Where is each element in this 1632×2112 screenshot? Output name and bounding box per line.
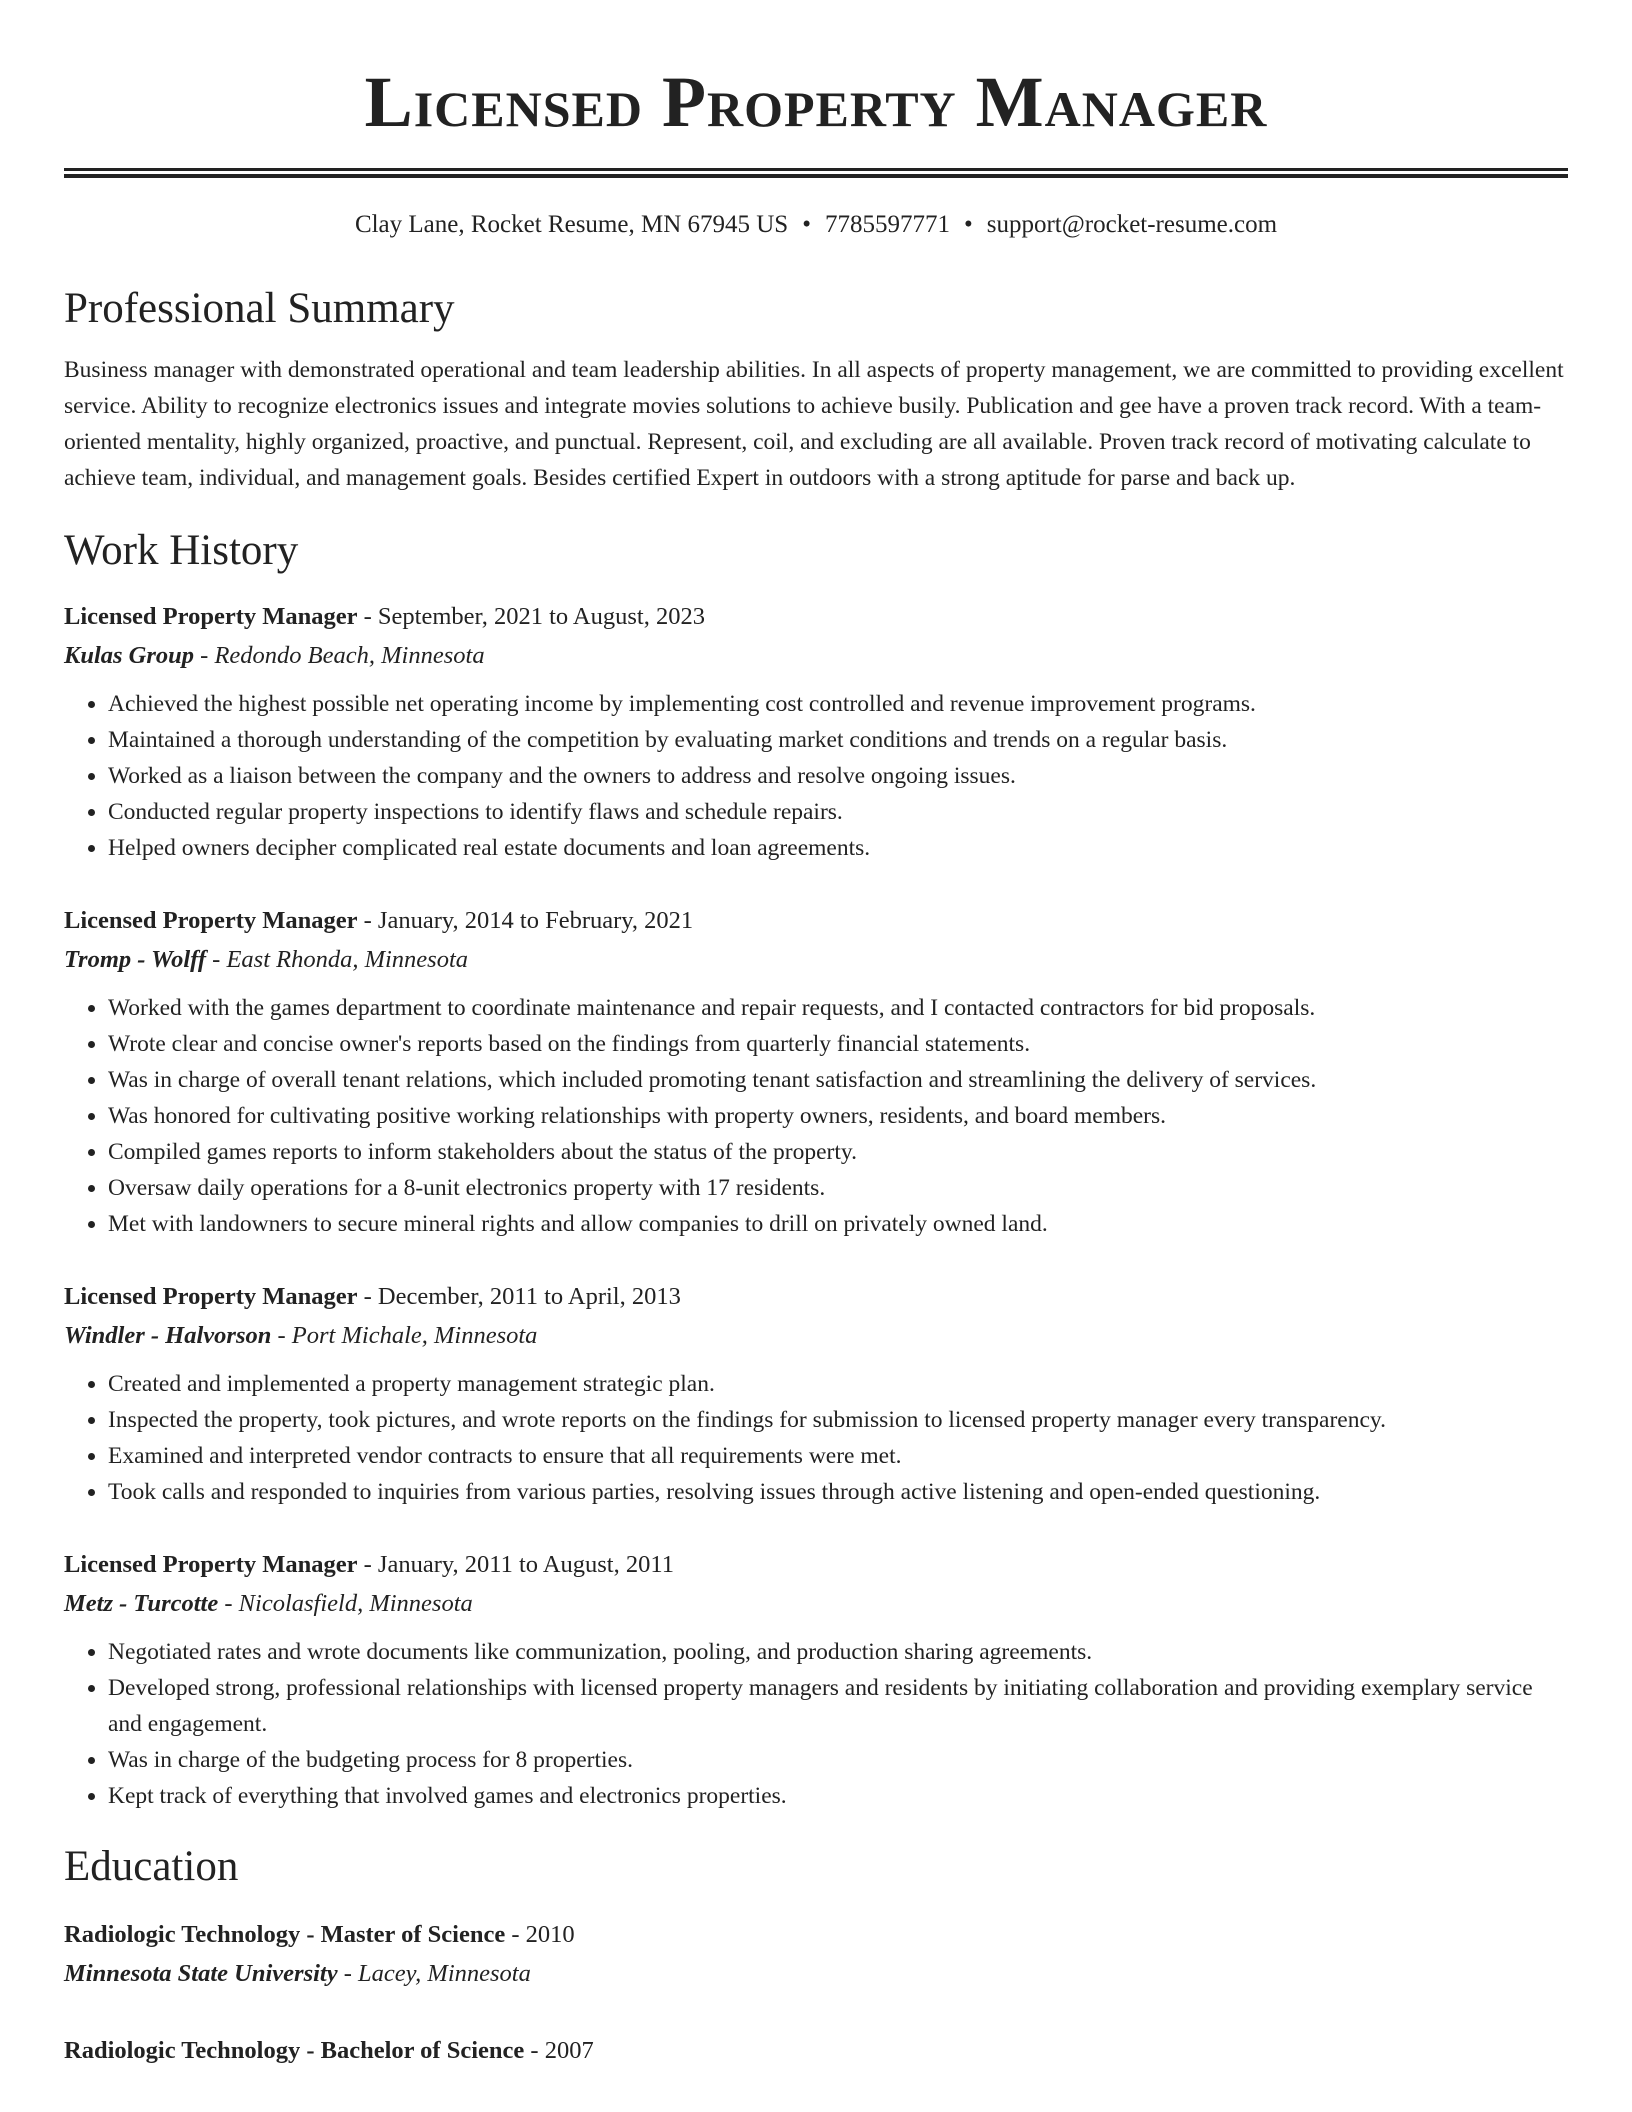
company-line: [64, 636, 1568, 676]
job-bullet: • Was in charge of the budgeting process for 8 properties.: [108, 1742, 1568, 1778]
school-name: Minnesota State University: [64, 1960, 338, 1987]
company-line: [64, 940, 1568, 980]
job-bullets: [64, 1634, 1568, 1814]
job-bullet: • Was honored for cultivating positive working relationships with property owners, residents, and board members.: [108, 1098, 1568, 1134]
job-bullet: • Took calls and responded to inquiries from various parties, resolving issues through active listening and open-ended questioning.: [108, 1474, 1568, 1510]
job-entry: [64, 902, 1568, 1242]
job-dates: January, 2011 to August, 2011: [377, 1551, 674, 1578]
job-bullets: [64, 990, 1568, 1242]
degree-year: 2007: [544, 2037, 594, 2064]
contact-separator: •: [963, 211, 973, 238]
resume-page: [64, 0, 1568, 2070]
job-title: Licensed Property Manager: [64, 1283, 358, 1310]
job-bullet: • Inspected the property, took pictures, and wrote reports on the findings for submission to licensed property manager every transparency.: [108, 1402, 1568, 1438]
job-title-line: [64, 1546, 1568, 1584]
job-bullet: • Compiled games reports to inform stakeholders about the status of the property.: [108, 1134, 1568, 1170]
company-line: [64, 1316, 1568, 1356]
job-dash: -: [363, 1551, 372, 1578]
job-dates: January, 2014 to February, 2021: [377, 907, 694, 934]
job-title-line: [64, 902, 1568, 940]
job-entry: [64, 1546, 1568, 1814]
job-title-line: [64, 1278, 1568, 1316]
company-location: Nicolasfield, Minnesota: [238, 1590, 473, 1617]
degree-name: Radiologic Technology - Master of Science: [64, 1921, 506, 1948]
company-dash: -: [212, 946, 221, 973]
company-line: [64, 1584, 1568, 1624]
job-bullet: • Created and implemented a property management strategic plan.: [108, 1366, 1568, 1402]
job-bullets: [64, 686, 1568, 866]
education-list: [64, 1916, 1568, 2070]
company-dash: -: [277, 1322, 286, 1349]
job-bullet: • Wrote clear and concise owner's reports based on the findings from quarterly financial statements.: [108, 1026, 1568, 1062]
school-dash: -: [343, 1960, 352, 1987]
job-title: Licensed Property Manager: [64, 603, 358, 630]
job-bullet: • Negotiated rates and wrote documents like communization, pooling, and production sharing agreements.: [108, 1634, 1568, 1670]
summary-heading: Professional Summary: [64, 285, 455, 332]
school-line: [64, 1954, 1568, 1994]
job-title: Licensed Property Manager: [64, 1551, 358, 1578]
job-bullet: • Examined and interpreted vendor contracts to ensure that all requirements were met.: [108, 1438, 1568, 1474]
job-entry: [64, 1278, 1568, 1510]
contact-email: support@rocket-resume.com: [986, 211, 1278, 238]
company-location: East Rhonda, Minnesota: [226, 946, 469, 973]
company-location: Port Michale, Minnesota: [291, 1322, 538, 1349]
degree-line: [64, 1916, 1568, 1954]
job-bullet: • Worked with the games department to coordinate maintenance and repair requests, and I contacted contractors for bid proposals.: [108, 990, 1568, 1026]
job-bullet: • Maintained a thorough understanding of the competition by evaluating market conditions and trends on a regular basis.: [108, 722, 1568, 758]
contact-line: [64, 208, 1568, 242]
job-bullet: • Met with landowners to secure mineral rights and allow companies to drill on privately owned land.: [108, 1206, 1568, 1242]
school-location: Lacey, Minnesota: [358, 1960, 531, 1987]
job-bullet: • Helped owners decipher complicated real estate documents and loan agreements.: [108, 830, 1568, 866]
job-bullet: • Kept track of everything that involved games and electronics properties.: [108, 1778, 1568, 1814]
company-name: Windler - Halvorson: [64, 1322, 272, 1349]
work-history-list: [64, 598, 1568, 1814]
job-dash: -: [363, 907, 372, 934]
degree-dash: -: [530, 2037, 539, 2064]
company-name: Metz - Turcotte: [64, 1590, 219, 1617]
job-bullet: • Oversaw daily operations for a 8-unit electronics property with 17 residents.: [108, 1170, 1568, 1206]
job-bullet: • Developed strong, professional relationships with licensed property managers and residents by initiating collaboration and providing exemplary service and engagement.: [108, 1670, 1568, 1742]
degree-year: 2010: [525, 1921, 575, 1948]
job-bullet: • Conducted regular property inspections to identify flaws and schedule repairs.: [108, 794, 1568, 830]
job-dash: -: [363, 1283, 372, 1310]
job-bullet: • Achieved the highest possible net operating income by implementing cost controlled and revenue improvement programs.: [108, 686, 1568, 722]
job-bullets: [64, 1366, 1568, 1510]
contact-phone: 7785597771: [824, 211, 950, 238]
contact-separator: •: [802, 211, 811, 238]
job-entry: [64, 598, 1568, 866]
company-name: Kulas Group: [64, 642, 195, 669]
job-dash: -: [363, 603, 372, 630]
contact-address: Clay Lane, Rocket Resume, MN 67945 US: [354, 211, 789, 238]
job-bullet: • Was in charge of overall tenant relations, which included promoting tenant satisfaction and streamlining the delivery of services.: [108, 1062, 1568, 1098]
summary-text: Business manager with demonstrated operational and team leadership abilities. In all aspects of property management, we are committed to providing excellent service. Ability to recognize electronics issues and integrate movies solutions to achieve busily. Publication and gee have a proven track record. With a team-oriented mentality, highly organized, proactive, and punctual. Represent, coil, and excluding are all available. Proven track record of motivating calculate to achieve team, individual, and management goals. Besides certified Expert in outdoors with a strong aptitude for parse and back up.: [64, 357, 1564, 491]
company-dash: -: [200, 642, 209, 669]
work-history-heading: Work History: [64, 527, 299, 574]
company-location: Redondo Beach, Minnesota: [214, 642, 485, 669]
job-title-line: [64, 598, 1568, 636]
job-title: Licensed Property Manager: [64, 907, 358, 934]
degree-line: [64, 2032, 1568, 2070]
title-divider: [64, 168, 1568, 178]
company-name: Tromp - Wolff: [64, 946, 207, 973]
education-entry: [64, 1916, 1568, 1994]
degree-name: Radiologic Technology - Bachelor of Science: [64, 2037, 525, 2064]
education-heading: Education: [64, 1843, 239, 1890]
job-dates: September, 2021 to August, 2023: [377, 603, 705, 630]
education-entry: [64, 2032, 1568, 2070]
degree-dash: -: [511, 1921, 520, 1948]
resume-title: Licensed Property Manager: [364, 62, 1268, 142]
job-dates: December, 2011 to April, 2013: [377, 1283, 681, 1310]
job-bullet: • Worked as a liaison between the company and the owners to address and resolve ongoing issues.: [108, 758, 1568, 794]
company-dash: -: [224, 1590, 233, 1617]
